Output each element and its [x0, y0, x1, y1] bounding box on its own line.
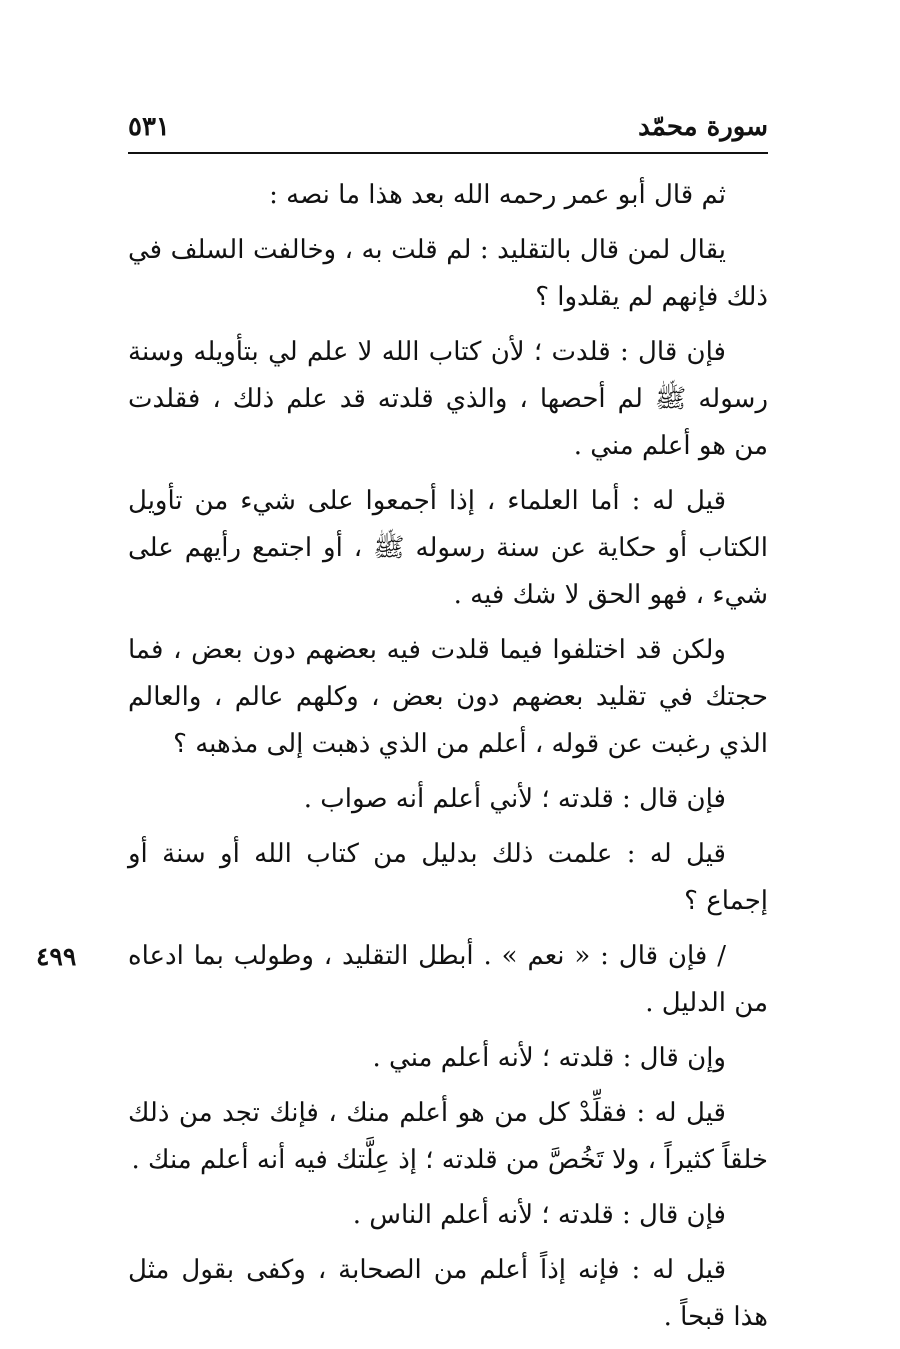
page-body — [36, 172, 768, 1349]
paragraph: قيل له : فإنه إذاً أعلم من الصحابة ، وكفى بقول مثل هذا قبحاً . — [128, 1255, 768, 1332]
paragraph: ولكن قد اختلفوا فيما قلدت فيه بعضهم دون بعض ، فما حجتك في تقليد بعضهم دون بعض ، وكلهم عالم ، والعالم الذي رغبت عن قوله ، أعلم من الذي ذهبت إلى مذهبه ؟ — [128, 635, 768, 759]
paragraph: فإن قال : قلدته ؛ لأنه أعلم الناس . — [352, 1200, 726, 1230]
paragraph: وإن قال : قلدته ؛ لأنه أعلم مني . — [372, 1043, 726, 1073]
page-header — [128, 108, 768, 154]
paragraph: قيل له : علمت ذلك بدليل من كتاب الله أو سنة أو إجماع ؟ — [128, 839, 768, 916]
paragraph: يقال لمن قال بالتقليد : لم قلت به ، وخالفت السلف في ذلك فإنهم لم يقلدوا ؟ — [128, 235, 768, 312]
running-title: سورة محمّد — [638, 112, 768, 142]
paragraph-text: / فإن قال : « نعم » . أبطل التقليد ، وطولب بما ادعاه من الدليل . — [128, 941, 768, 1018]
paragraph: فإن قال : قلدته ؛ لأني أعلم أنه صواب . — [303, 784, 726, 814]
paragraph: ثم قال أبو عمر رحمه الله بعد هذا ما نصه : — [269, 180, 726, 210]
paragraph-with-margin-note — [36, 933, 768, 1027]
paragraph: قيل له : أما العلماء ، إذا أجمعوا على شيء من تأويل الكتاب أو حكاية عن سنة رسوله ﷺ ، أو اجتمع رأيهم على شيء ، فهو الحق لا شك فيه . — [128, 486, 768, 610]
paragraph: قيل له : فقلِّدْ كل من هو أعلم منك ، فإنك تجد من ذلك خلقاً كثيراً ، ولا تَخُصَّ من قلدته ؛ إذ عِلَّتك فيه أنه أعلم منك . — [128, 1098, 768, 1175]
paragraph: فإن قال : قلدت ؛ لأن كتاب الله لا علم لي بتأويله وسنة رسوله ﷺ لم أحصها ، والذي قلدته قد علم ذلك ، فقلدت من هو أعلم مني . — [128, 337, 768, 461]
page-number: ٥٣١ — [128, 112, 170, 142]
margin-page-reference: ٤٩٩ — [36, 942, 77, 971]
